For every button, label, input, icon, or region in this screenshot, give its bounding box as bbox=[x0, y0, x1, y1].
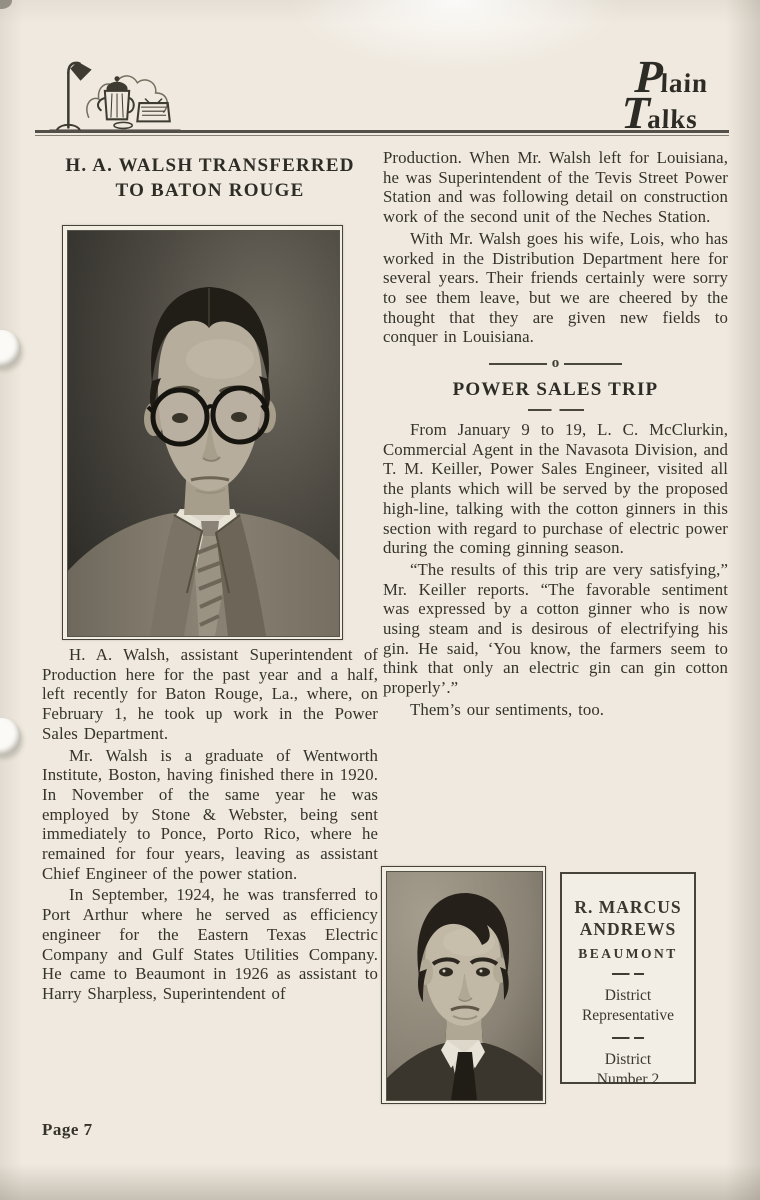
staff-title bbox=[562, 986, 694, 1026]
staff-card-divider bbox=[612, 973, 644, 975]
masthead-word-plain: Plain bbox=[633, 51, 709, 102]
divider-line bbox=[564, 363, 622, 365]
staff-city: BEAUMONT bbox=[578, 946, 678, 961]
paragraph: Production. When Mr. Walsh left for Louisiana, he was Superintendent of the Tevis Street Power Station and was following detail on construction work of the second unit of the Neches Station. bbox=[383, 148, 728, 227]
scan-corner-mark bbox=[0, 0, 12, 9]
divider-line bbox=[489, 363, 547, 365]
staff-district-line2: Number 2 bbox=[596, 1071, 660, 1088]
staff-district bbox=[562, 1050, 694, 1090]
page-number: Page 7 bbox=[42, 1120, 93, 1139]
masthead-word-talks: Talks bbox=[620, 87, 699, 138]
paragraph: Mr. Walsh is a graduate of Wentworth Institute, Boston, having finished there in 1920. In November of the same year he was employed by Stone & Webster, being sent immediately to Ponce, Porto Rico, where he remained for four years, leaving as assistant Chief Engineer of the power station. bbox=[42, 745, 378, 883]
hole-punch-top bbox=[0, 330, 21, 368]
paragraph: With Mr. Walsh goes his wife, Lois, who has worked in the Distribution Department here for several years. Their friends certainly were sorry to see them leave, but we are cheered by the thought that they are given new fields to conquer in Louisiana. bbox=[383, 228, 728, 347]
header-rule bbox=[35, 130, 729, 136]
walsh-portrait-photo bbox=[62, 225, 343, 640]
right-column bbox=[383, 148, 728, 722]
walsh-portrait-image bbox=[67, 230, 340, 637]
masthead-logo bbox=[609, 51, 748, 138]
divider-glyph: o bbox=[551, 355, 560, 372]
paragraph: H. A. Walsh, assistant Superintendent of Production here for the past year and a half, left recently for Baton Rouge, La., where, on February 1, he took up work in the Power Sales Department. bbox=[42, 645, 378, 743]
staff-district-line1: District bbox=[604, 1051, 652, 1068]
left-column-text bbox=[42, 645, 378, 1004]
staff-name bbox=[562, 896, 694, 940]
paragraph: In September, 1924, he was transferred to Port Arthur where he served as efficiency engineer for the Eastern Texas Electric Company and Gulf States Utilities Company. He came to Beaumont in 1926 as assistant to Harry Sharpless, Superintendent of bbox=[42, 885, 378, 1003]
paragraph: From January 9 to 19, L. C. McClurkin, Commercial Agent in the Navasota Division, and T. M. Keiller, Power Sales Engineer, visited all the plants which will be served by the proposed high-line, talking with the cotton ginners in this section with regard to purchase of electric power during the coming ginning season. bbox=[383, 420, 728, 558]
headline-line-2: TO BATON ROUGE bbox=[115, 180, 305, 201]
hole-punch-bottom bbox=[0, 718, 21, 756]
walsh-article-continuation bbox=[383, 148, 728, 347]
closing-line: Them’s our sentiments, too. bbox=[410, 699, 605, 719]
lamp-and-appliances-icon bbox=[44, 56, 186, 140]
staff-card-divider bbox=[612, 1037, 644, 1039]
headline-underline bbox=[528, 409, 584, 411]
staff-title-line1: District bbox=[604, 987, 652, 1004]
staff-name-line1: R. MARCUS bbox=[574, 897, 682, 917]
section-divider bbox=[383, 356, 728, 371]
headline-line-1: H. A. WALSH TRANSFERRED bbox=[65, 155, 355, 176]
andrews-portrait-photo bbox=[381, 866, 546, 1104]
power-sales-headline: POWER SALES TRIP bbox=[452, 379, 659, 401]
staff-name-line2: ANDREWS bbox=[579, 919, 677, 939]
left-column bbox=[42, 153, 378, 1006]
power-sales-text bbox=[383, 420, 728, 720]
paragraph: “The results of this trip are very satisfying,” Mr. Keiller reports. “The favorable sentiment was expressed by a cotton ginner who is now using steam and is desirous of electrifying his gin. He said, ‘You know, the farmers seem to think that only an electric gin can gin cotton properly’.” bbox=[383, 559, 728, 698]
staff-title-line2: Representative bbox=[581, 1007, 675, 1024]
andrews-portrait-image bbox=[386, 871, 543, 1101]
staff-feature bbox=[381, 866, 696, 1104]
article-headline bbox=[42, 153, 378, 203]
staff-card bbox=[560, 872, 696, 1088]
